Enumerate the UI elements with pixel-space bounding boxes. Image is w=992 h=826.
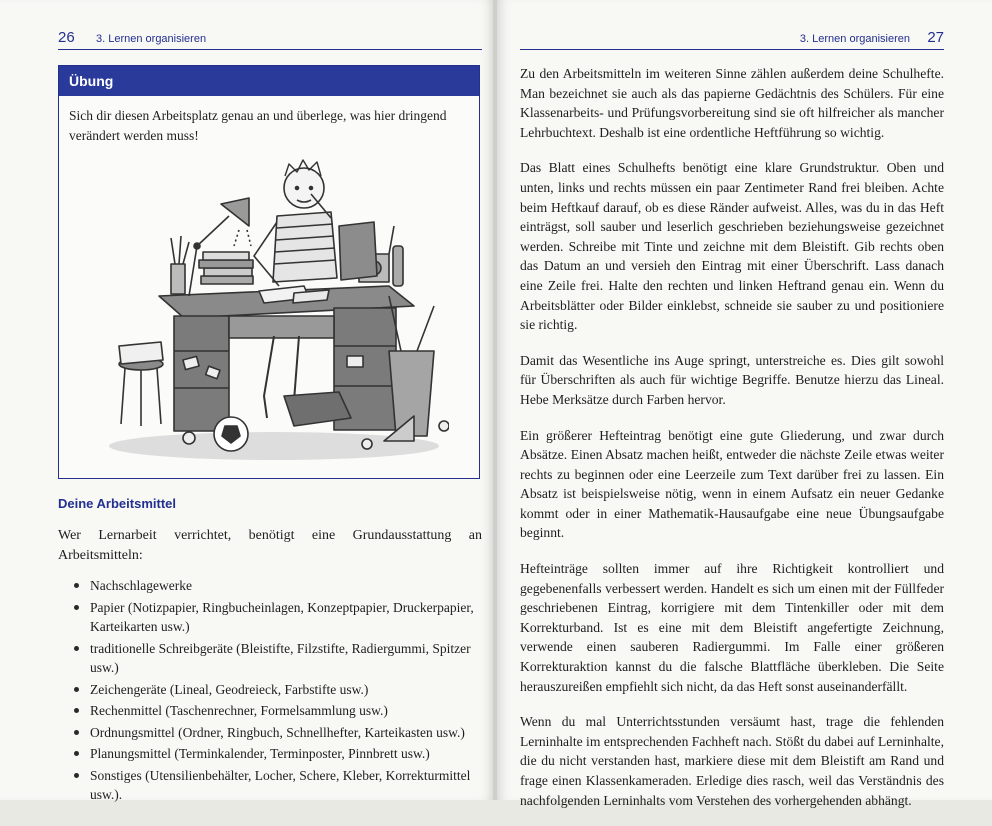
exercise-title: Übung (59, 66, 479, 96)
list-item: Sonstiges (Utensilienbehälter, Locher, Schere, Kleber, Korrekturmittel usw.). (58, 766, 482, 805)
paragraph: Das Blatt eines Schulhefts benötigt eine klare Grundstruktur. Oben und unten, links und rechts müssen ein paar Zentimeter Rand frei bleiben. Achte beim Heftkauf darauf, ob es diese Ränder aufweist. Alles, was du in das Heft einträgst, soll sauber und leserlich geschrieben beziehungsweise gezeichnet werden. Schreibe mit Tinte und zeichne mit dem Bleistift. Gib rechts oben das Datum an und versieh den Eintrag mit einer Überschrift. Lass danach eine Zeile frei. Halte den rechten und linken Heftrand genau ein. Wenn du Arbeitsblätter oder Bilder einklebst, schneide sie sauber zu und positioniere sie richtig. (520, 160, 944, 333)
paragraph: Damit das Wesentliche ins Auge springt, unterstreiche es. Dies gilt sowohl für Überschriften als auch für wichtige Begriffe. Benutze hierzu das Lineal. Hebe Merksätze durch Farben hervor. (520, 352, 944, 407)
list-item: Rechenmittel (Taschenrechner, Formelsammlung usw.) (58, 701, 482, 721)
bullet-list (58, 576, 482, 807)
chapter-title-left: 3. Lernen organisieren (96, 33, 207, 45)
running-head-right (520, 29, 944, 50)
list-item: Nachschlagewerke (58, 576, 482, 596)
body-text (520, 64, 944, 826)
paragraph: Ein größerer Hefteintrag benötigt eine gute Gliederung, und zwar durch Absätze. Einen Absatz machen heißt, entweder die nächste Zeile etwas weiter rechts zu beginnen oder eine Leerzeile zum Text darüber frei zu lassen. Ein Absatz ist beispielsweise nötig, wenn in einem Aufsatz ein neuer Gedanke kommt oder in einer Mathematik-Hausaufgabe eine neue Übungsaufgabe beginnt. (520, 427, 944, 541)
paragraph: Hefteinträge sollten immer auf ihre Richtigkeit kontrolliert und gegebenenfalls verbessert werden. Handelt es sich um einen mit der Füllfeder geschriebenen Eintrag, korrigiere mit dem Tintenkiller oder mit dem Korrekturband. Ist es eine mit dem Bleistift angefertigte Zeichnung, verwende einen sauberen Radiergummi. Im Falle einer größeren Korrekturaktion kannst du die falsche Blattfläche überkleben. Die Seite herauszureißen empfiehlt sich nicht, da das Heft sonst auseinanderfällt. (520, 561, 944, 694)
section-heading: Deine Arbeitsmittel (58, 496, 176, 511)
list-item: Zeichengeräte (Lineal, Geodreieck, Farbstifte usw.) (58, 680, 482, 700)
exercise-text: Sich dir diesen Arbeitsplatz genau an und überlege, was hier dringend verändert werden muss! (69, 108, 447, 143)
paragraph: Zu den Arbeitsmitteln im weiteren Sinne zählen außerdem deine Schulhefte. Man bezeichnet sie auch als das papierne Gedächtnis des Schülers. Für eine Klassenarbeits- und Prüfungsvorbereitung sind sie oft hilfreicher als mancher Lehrbuchtext. Deshalb ist eine ordentliche Heftführung so wichtig. (520, 66, 944, 140)
list-item: Papier (Notizpapier, Ringbucheinlagen, Konzeptpapier, Druckerpapier, Karteikarten usw.) (58, 598, 482, 637)
intro-paragraph: Wer Lernarbeit verrichtet, benötigt eine Grundausstattung an Arbeitsmitteln: (58, 528, 482, 563)
chapter-title-right: 3. Lernen organisieren (799, 33, 910, 45)
page-number-left: 26 (58, 29, 75, 46)
list-item: traditionelle Schreibgeräte (Bleistifte, Filzstifte, Radiergummi, Spitzer usw.) (58, 639, 482, 678)
running-head-left (58, 29, 482, 50)
list-item: Planungsmittel (Terminkalender, Terminposter, Pinnbrett usw.) (58, 744, 482, 764)
right-page (497, 0, 992, 808)
page-number-right: 27 (927, 29, 944, 46)
exercise-box (58, 65, 480, 479)
list-item: Ordnungsmittel (Ordner, Ringbuch, Schnellhefter, Karteikasten usw.) (58, 723, 482, 743)
left-page (0, 0, 494, 800)
messy-desk-illustration (89, 146, 449, 466)
paragraph: Wenn du mal Unterrichtsstunden versäumt hast, trage die fehlenden Lerninhalte im entsprechenden Fachheft nach. Stößt du dabei auf Lerninhalte, die du nicht verstanden hast, markiere diese mit dem Bleistift am Rand und frage einen Klassenkameraden. Erledige dies rasch, weil das Verständnis des nachfolgenden Lerninhalts vom Verstehen des vorhergehenden abhängt. (520, 714, 944, 808)
